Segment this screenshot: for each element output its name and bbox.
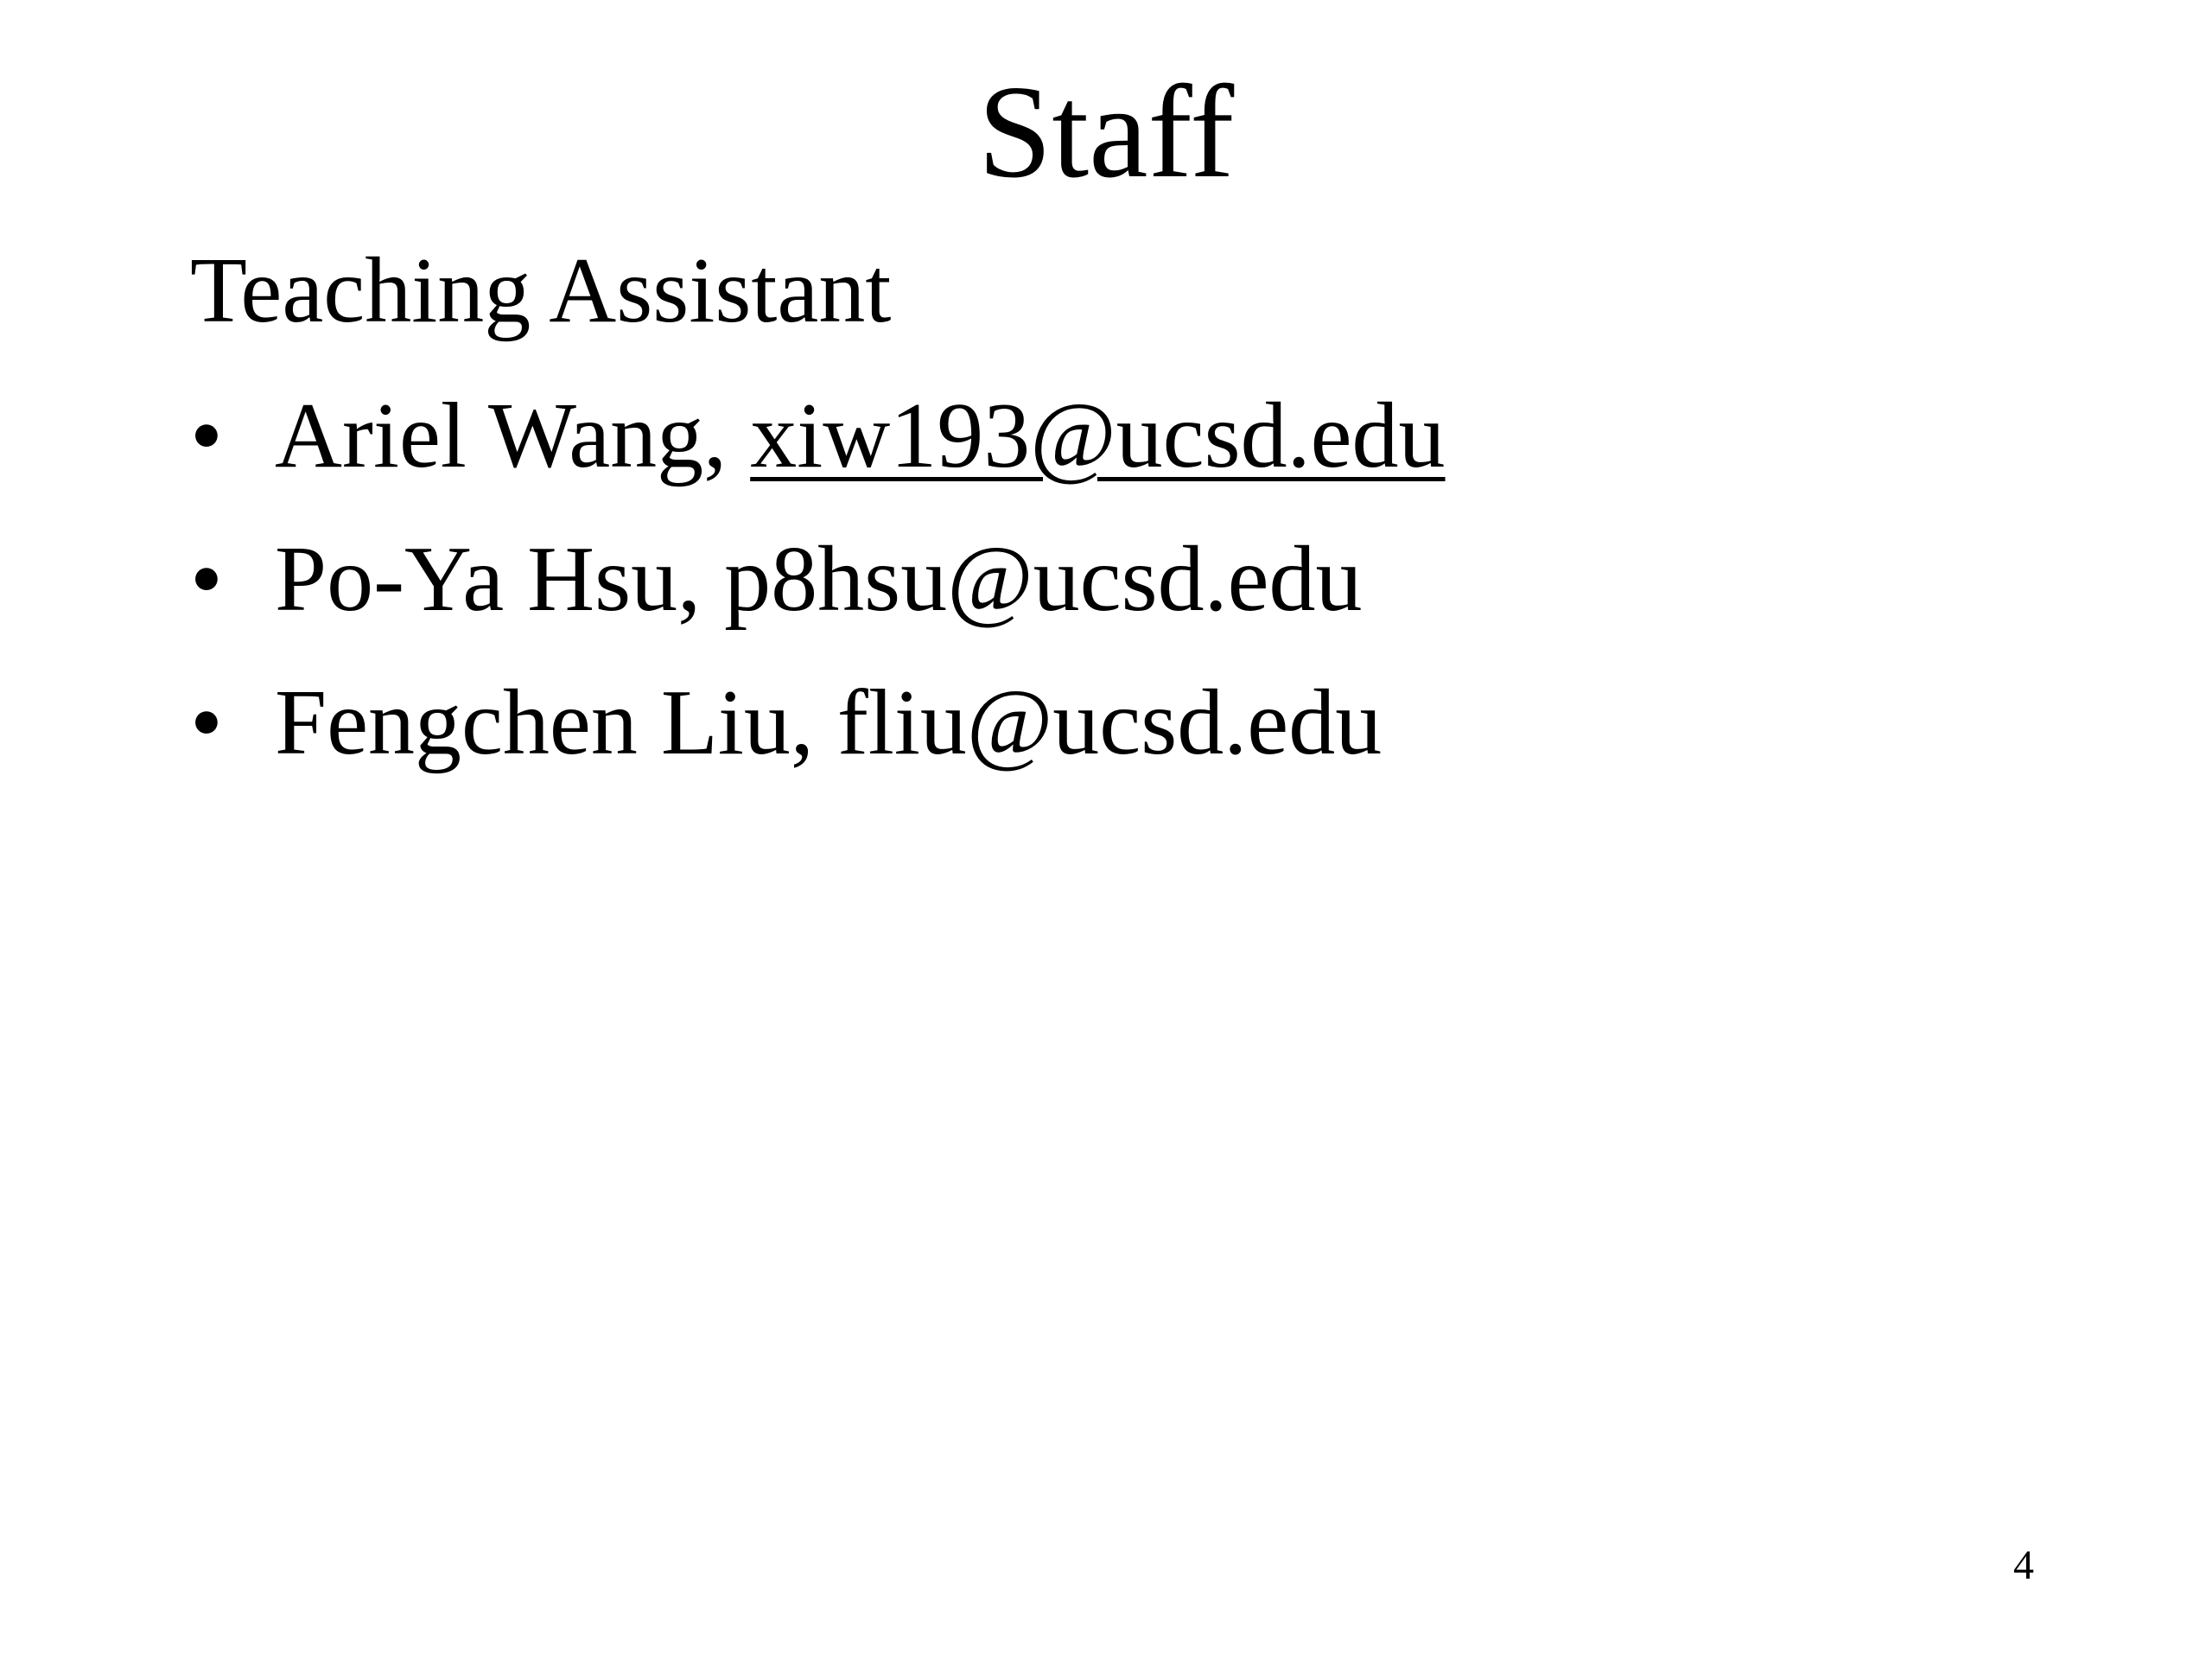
staff-email: fliu@ucsd.edu bbox=[836, 671, 1382, 774]
staff-entry bbox=[275, 380, 1446, 493]
staff-name: Fengchen Liu, bbox=[275, 671, 837, 774]
staff-name: Ariel Wang, bbox=[275, 385, 751, 487]
staff-entry bbox=[275, 667, 1382, 779]
bullet-icon: • bbox=[190, 671, 223, 774]
email-link[interactable]: xiw193@ucsd.edu bbox=[750, 385, 1446, 487]
staff-name: Po-Ya Hsu, bbox=[275, 528, 725, 631]
staff-entry bbox=[275, 524, 1363, 636]
page-number: 4 bbox=[2013, 1542, 2034, 1588]
staff-email: p8hsu@ucsd.edu bbox=[724, 528, 1363, 631]
slide-title: Staff bbox=[977, 59, 1235, 206]
section-heading: Teaching Assistant bbox=[190, 239, 892, 342]
bullet-icon: • bbox=[190, 528, 223, 631]
bullet-icon: • bbox=[190, 385, 223, 487]
